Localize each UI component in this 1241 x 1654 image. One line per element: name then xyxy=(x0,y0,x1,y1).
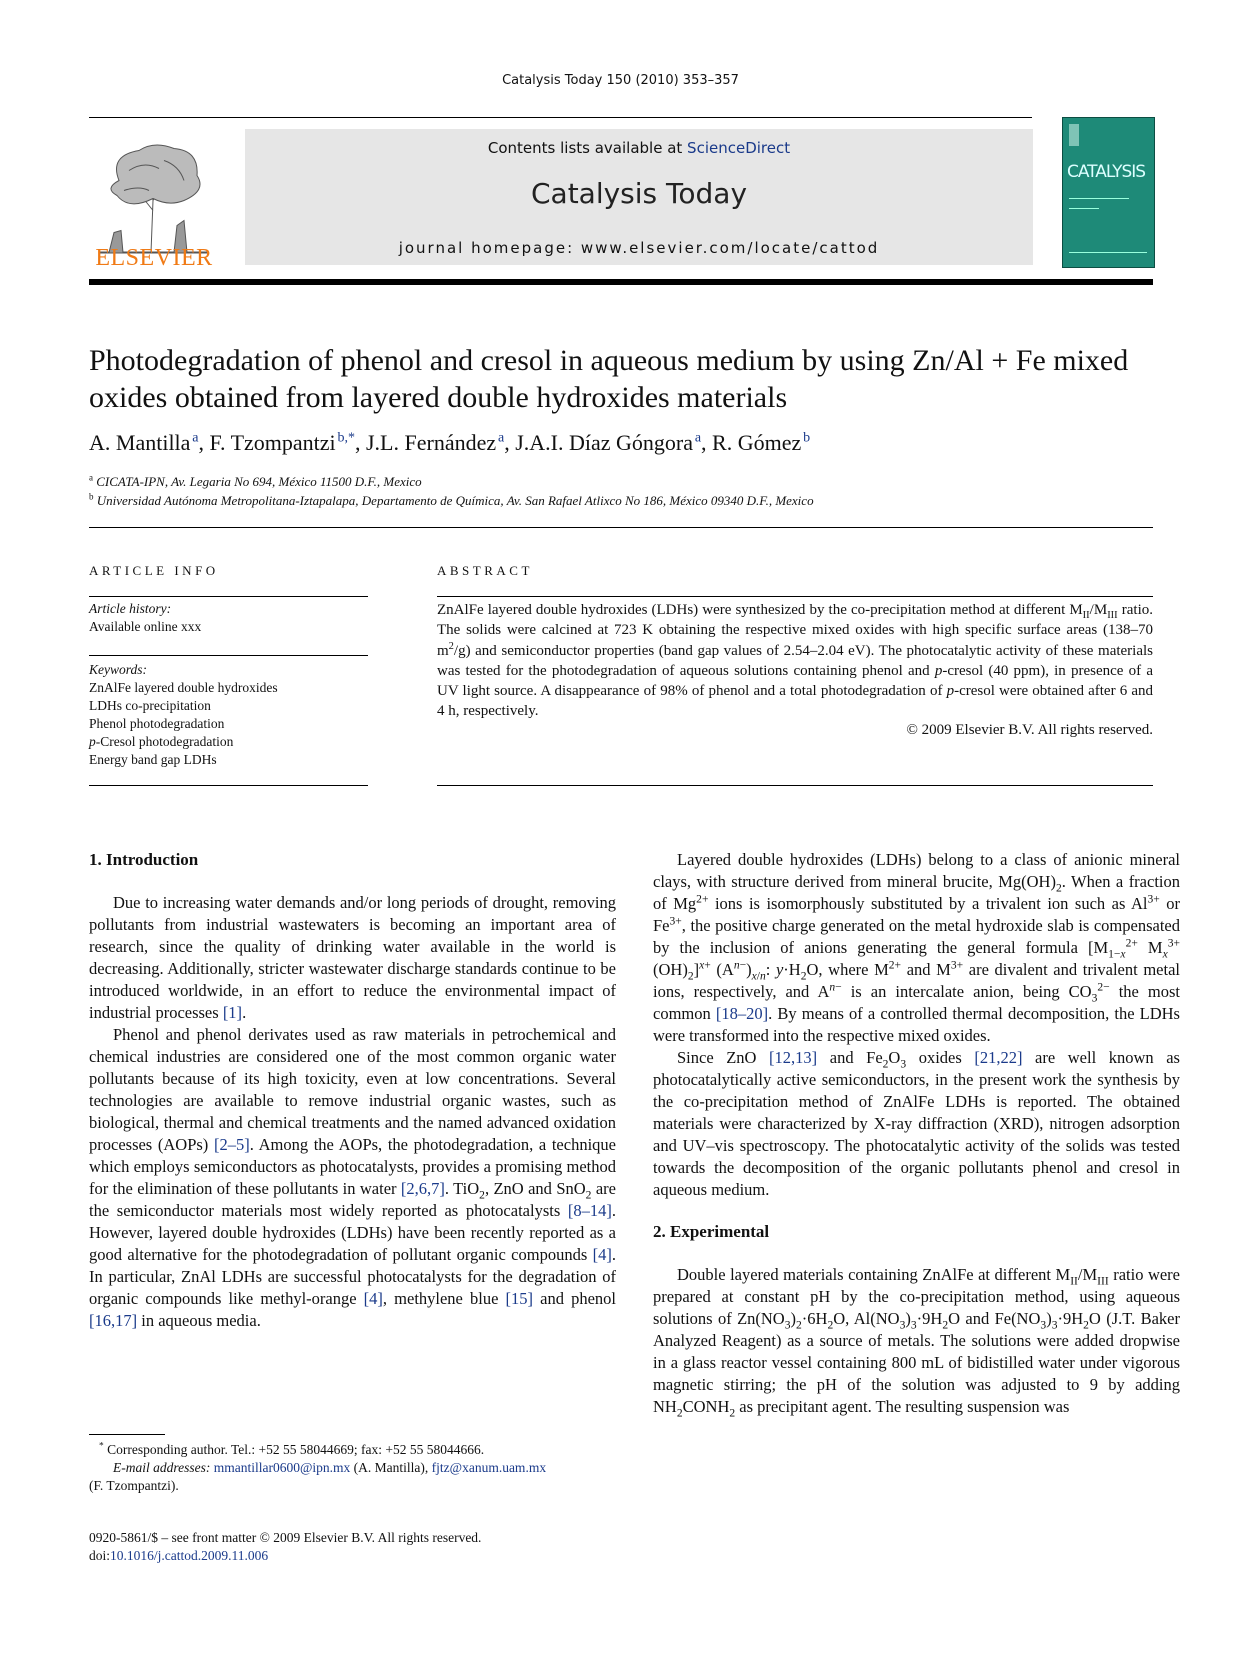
citation-link[interactable]: [21,22] xyxy=(974,1048,1023,1067)
journal-cover-thumbnail xyxy=(1062,117,1155,268)
body-paragraph: Double layered materials containing ZnAlFe at different $M_{II}/M_{III}$ ratio were prepared at constant pH by the co-precipitation method, using aqueous solutions of $Zn(NO_3)_2\cdot 6H_2O$, $Al(NO_3)_3\cdot 9H_2O$ and $Fe(NO_3)_3\cdot 9H_2O$ (J.T. Baker Analyzed Reagent) as a source of metals. The solutions were added dropwise in a glass reactor vessel containing 800 mL of bidistilled water under vigorous magnetic stirring; the pH of the solution was adjusted to 9 by adding $NH_2CONH_2$ as precipitant agent. The resulting suspension was xyxy=(653,1265,1181,1420)
author-affil-marker[interactable]: b xyxy=(803,430,811,446)
publisher-wordmark: ELSEVIER xyxy=(95,245,213,271)
contents-line xyxy=(245,139,1033,157)
keyword: LDHs co-precipitation xyxy=(89,698,211,713)
affiliation-text: Universidad Autónoma Metropolitana-Iztapalapa, Departamento de Química, Av. San Rafael Atlixco No 186, México 09340 D.F., Mexico xyxy=(96,493,814,508)
citation-link[interactable]: [2–5] xyxy=(213,1135,250,1154)
author-affil-marker[interactable]: a xyxy=(192,430,199,446)
affiliation-text: CICATA-IPN, Av. Legaria No 694, México 11500 D.F., Mexico xyxy=(96,474,422,489)
body-column-left xyxy=(89,849,616,1332)
info-rule xyxy=(89,596,368,597)
citation-link[interactable]: [16,17] xyxy=(89,1311,138,1330)
footnote xyxy=(89,1441,616,1495)
keyword: Energy band gap LDHs xyxy=(89,752,217,767)
article-info-heading: ARTICLE INFO xyxy=(89,563,219,578)
keywords-block xyxy=(89,661,368,769)
section-heading-experimental: 2. Experimental xyxy=(653,1222,770,1241)
author-affil-marker[interactable]: b,* xyxy=(337,430,355,446)
author: J.L. Fernández xyxy=(366,430,497,455)
keyword: p-Cresol photodegradation xyxy=(89,734,234,749)
body-paragraph: Due to increasing water demands and/or long periods of drought, removing pollutants from industrial wastewaters is becoming an important area of research, since the quality of drinking water available in the world is decreasing. Additionally, stricter wastewater discharge standards continue to be introduced worldwide, in an effort to reduce the environmental impact of industrial processes [1]. xyxy=(89,893,616,1022)
author: R. Gómez xyxy=(712,430,802,455)
body-paragraph: Phenol and phenol derivates used as raw materials in petrochemical and chemical industries are considered one of the most common organic water pollutants because of its high toxicity, even at low concentrations. Several technologies are available to remove industrial organic wastes, such as biological, thermal and chemical treatments and the named advanced oxidation processes (AOPs) [2–5]. Among the AOPs, the photodegradation, a technique which employs semiconductors as photocatalysts, provides a promising method for the elimination of these pollutants in water [2,6,7]. TiO$_2$, ZnO and SnO$_2$ are the semiconductor materials most widely reported as photocatalysts [8–14]. However, layered double hydroxides (LDHs) have been recently reported as a good alternative for the photodegradation of pollutant organic compounds [4]. In particular, ZnAl LDHs are successful photocatalysts for the degradation of organic compounds like methyl-orange [4], methylene blue [15] and phenol [16,17] in aqueous media. xyxy=(89,1025,616,1330)
affiliations xyxy=(89,472,1159,510)
affil-marker: a xyxy=(89,472,93,483)
citation-link[interactable]: [8–14] xyxy=(567,1201,612,1220)
cover-badge-icon xyxy=(1069,124,1079,146)
info-rule xyxy=(89,655,368,656)
doi-line xyxy=(89,1547,616,1565)
cover-line-icon xyxy=(1069,198,1129,199)
section-heading-introduction: 1. Introduction xyxy=(89,850,199,869)
header-thick-rule xyxy=(89,279,1153,285)
body-paragraph: Since ZnO [12,13] and $Fe_2O_3$ oxides [21,22] are well known as photocatalytically active semiconductors, in the present work the synthesis by the co-precipitation method of ZnAlFe LDHs is reported. The obtained materials were characterized by X-ray diffraction (XRD), nitrogen adsorption and UV–vis spectroscopy. The photocatalytic activity of the solids was tested towards the decomposition of the organic pollutants phenol and cresol in aqueous medium. xyxy=(653,1048,1180,1199)
affil-marker: b xyxy=(89,491,94,502)
author: F. Tzompantzi xyxy=(209,430,336,455)
author-affil-marker[interactable]: a xyxy=(694,430,702,446)
author-list: A. Mantilla $^a$, F. Tzompantzi $^{b,*}$, J.L. Fernández $^a$, J.A.I. Díaz Góngora $^a$, R. Gómez $^b$ xyxy=(89,430,811,455)
author: J.A.I. Díaz Góngora xyxy=(515,430,693,455)
citation-link[interactable]: [4] xyxy=(592,1245,612,1264)
journal-homepage[interactable]: journal homepage: www.elsevier.com/locate/cattod xyxy=(398,239,880,257)
keyword: Phenol photodegradation xyxy=(89,716,225,731)
cover-line-icon xyxy=(1069,252,1147,253)
citation-link[interactable]: [18–20] xyxy=(715,1004,769,1023)
citation-link[interactable]: [15] xyxy=(505,1289,534,1308)
email-label: E-mail addresses: xyxy=(113,1460,211,1475)
doi-link[interactable]: 10.1016/j.cattod.2009.11.006 xyxy=(110,1548,269,1563)
affiliation xyxy=(89,472,1159,491)
abstract-text: ZnAlFe layered double hydroxides (LDHs) were synthesized by the co-precipitation method at different $M_{II}/M_{III}$ ratio. The solids were calcined at 723 K obtaining the respective mixed oxides with high specific surface areas (138–70 $m^2/g$) and semiconductor properties (band gap values of 2.54–2.04 eV). The photocatalytic activity of these materials was tested for the photodegradation of aqueous solutions containing phenol and p-cresol (40 ppm), in presence of a UV light source. A disappearance of 98% of phenol and a total photodegradation of p-cresol were obtained after 6 and 4 h, respectively. xyxy=(437,602,1153,720)
email-owner: (A. Mantilla), xyxy=(350,1460,432,1475)
citation-link[interactable]: [12,13] xyxy=(769,1048,818,1067)
front-matter xyxy=(89,1529,616,1565)
journal-masthead xyxy=(245,129,1033,265)
abstract-rule xyxy=(437,596,1153,597)
footnote-rule xyxy=(89,1434,165,1435)
email-owner: (F. Tzompantzi). xyxy=(89,1478,179,1493)
running-head: Catalysis Today 150 (2010) 353–357 xyxy=(502,73,739,88)
citation-link[interactable]: [1] xyxy=(222,1003,243,1022)
history-value: Available online xxx xyxy=(89,619,202,634)
sciencedirect-link[interactable]: ScienceDirect xyxy=(687,139,791,157)
top-rule xyxy=(89,117,1032,118)
issn-line: 0920-5861/$ – see front matter © 2009 Elsevier B.V. All rights reserved. xyxy=(89,1530,482,1545)
article-history xyxy=(89,600,368,636)
abstract-copyright: © 2009 Elsevier B.V. All rights reserved. xyxy=(906,722,1153,738)
contents-prefix: Contents lists available at xyxy=(487,139,688,157)
email-line xyxy=(89,1459,616,1477)
info-rule xyxy=(89,785,368,786)
cover-line-icon xyxy=(1069,208,1099,209)
author-affil-marker[interactable]: a xyxy=(497,430,505,446)
section-rule xyxy=(89,527,1153,528)
email-link[interactable]: mmantillar0600@ipn.mx xyxy=(213,1460,351,1475)
body-paragraph: Layered double hydroxides (LDHs) belong to a class of anionic mineral clays, with structure derived from mineral brucite, $Mg(OH)_2$. When a fraction of $Mg^{2+}$ ions is isomorphously substituted by a trivalent ion such as $Al^{3+}$ or $Fe^{3+}$, the positive charge generated on the metal hydroxide slab is compensated by the inclusion of anions generating the general formula [$M_{1-x}^{2+}$ $M_x^{3+}$ $(OH)_2]^{x+}$ $(A^{n-})_{x/n}$: $y\cdot H_2O$, where $M^{2+}$ and $M^{3+}$ are divalent and trivalent metal ions, respectively, and $A^{n-}$ is an intercalate anion, being $CO_3^{2-}$ the most common [18–20]. By means of a controlled thermal decomposition, the LDHs were transformed into the respective mixed oxides. xyxy=(653,850,1181,1045)
citation-link[interactable]: [2,6,7] xyxy=(400,1179,445,1198)
history-label: Article history: xyxy=(89,601,172,616)
doi-label: doi: xyxy=(89,1548,111,1563)
citation-link[interactable]: [4] xyxy=(363,1289,383,1308)
affiliation xyxy=(89,491,1159,510)
keyword: ZnAlFe layered double hydroxides xyxy=(89,680,278,695)
abstract-rule xyxy=(437,785,1153,786)
keywords-label: Keywords: xyxy=(89,662,147,677)
journal-title: Catalysis Today xyxy=(530,177,748,210)
author: A. Mantilla xyxy=(89,430,191,455)
corresponding-text: Corresponding author. Tel.: +52 55 58044669; fax: +52 55 58044666. xyxy=(107,1442,485,1457)
corresponding-author-note: * Corresponding author. Tel.: +52 55 58044669; fax: +52 55 58044666. xyxy=(99,1441,485,1457)
body-column-right xyxy=(653,849,1180,1418)
abstract-heading: ABSTRACT xyxy=(437,563,533,578)
cover-word: CATALYSIS xyxy=(1067,162,1146,182)
email-link[interactable]: fjtz@xanum.uam.mx xyxy=(431,1460,547,1475)
article-title: Photodegradation of phenol and cresol in aqueous medium by using Zn/Al + Fe mixed oxides obtained from layered double hydroxides materials xyxy=(89,344,1129,414)
